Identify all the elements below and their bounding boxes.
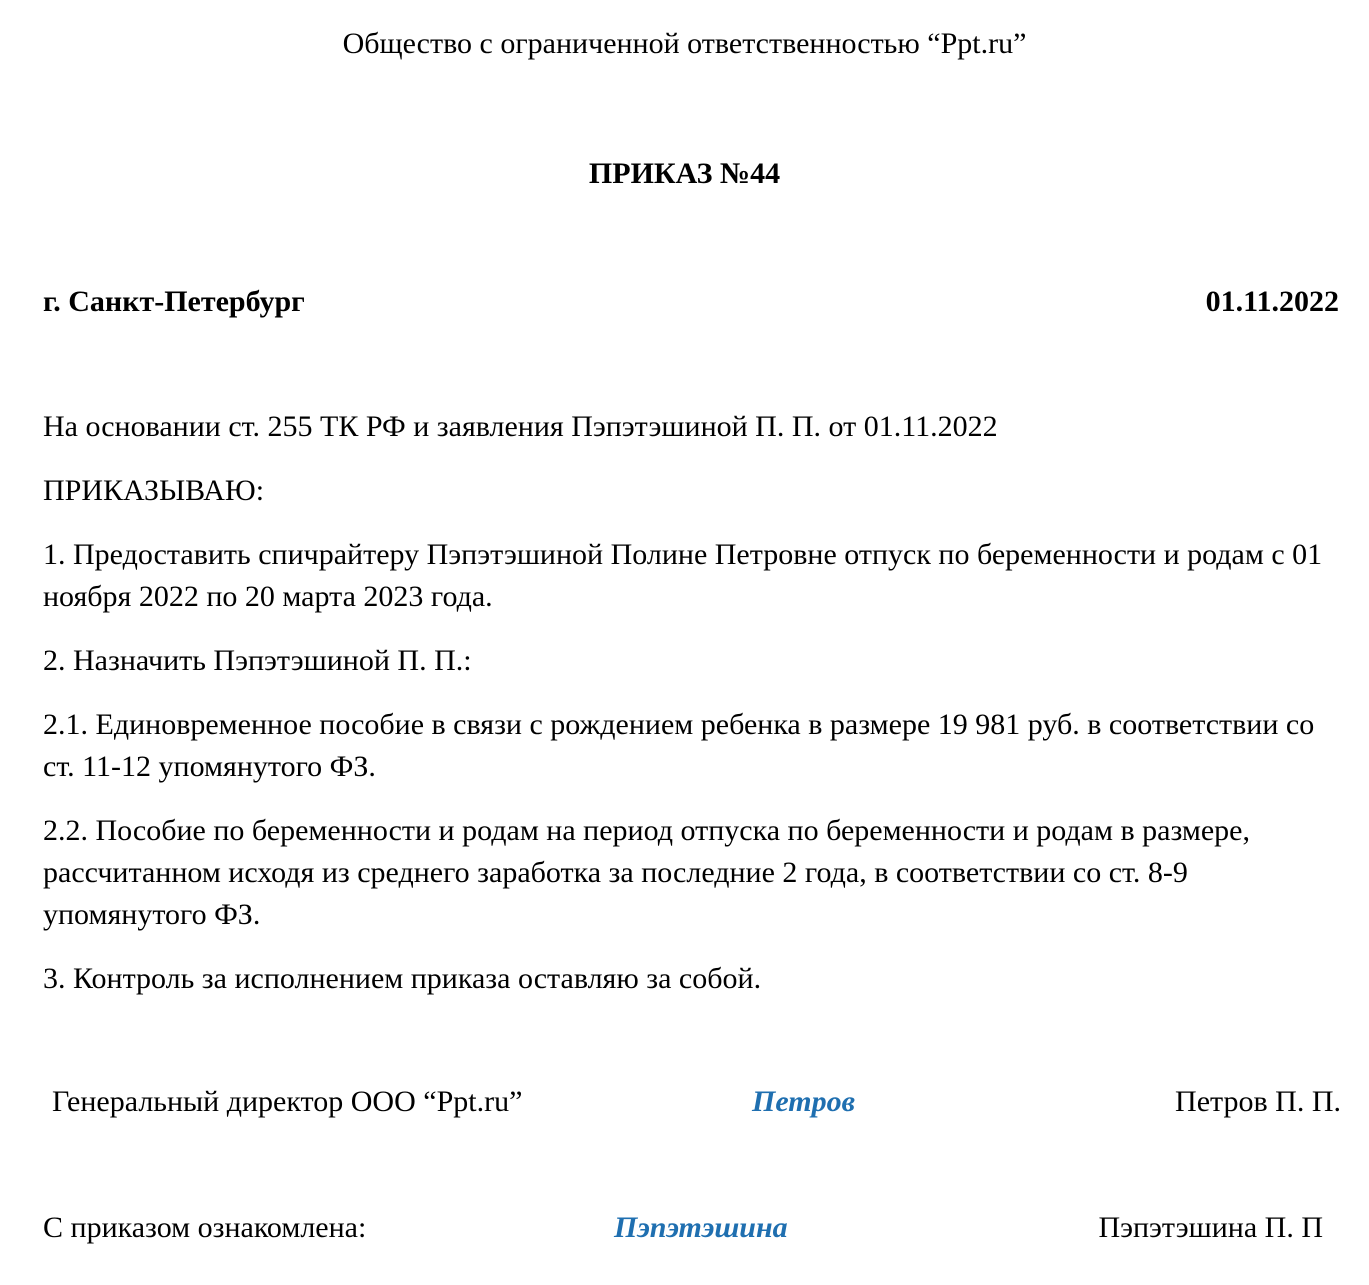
order-word: ПРИКАЗЫВАЮ: — [43, 474, 265, 507]
order-item-2-1: 2.1. Единовременное пособие в связи с рождением ребенка в размере 19 981 руб. в соответствии со ст. 11-12 упомянутого ФЗ. — [43, 708, 1315, 783]
order-item-2: 2. Назначить Пэпэтэшиной П. П.: — [43, 644, 472, 677]
order-item-1: 1. Предоставить спичрайтеру Пэпэтэшиной Полине Петровне отпуск по беременности и родам с 01 ноября 2022 по 20 марта 2023 года. — [43, 538, 1323, 613]
employee-signature: Пэпэтэшина — [614, 1211, 788, 1244]
director-name: Петров П. П. — [1175, 1085, 1341, 1118]
city: г. Санкт-Петербург — [43, 285, 305, 318]
director-signature: Петров — [752, 1085, 855, 1118]
order-body — [43, 406, 1333, 1022]
acknowledgement-label: С приказом ознакомлена: — [43, 1211, 367, 1244]
organization-name: Общество с ограниченной ответственностью “Ppt.ru” — [342, 27, 1027, 60]
order-title: ПРИКАЗ №44 — [588, 157, 781, 190]
employee-name: Пэпэтэшина П. П — [1098, 1211, 1323, 1244]
director-signature-row — [0, 1080, 1369, 1124]
acknowledgement-row — [0, 1206, 1369, 1250]
order-date: 01.11.2022 — [1205, 285, 1339, 318]
order-basis: На основании ст. 255 ТК РФ и заявления Пэпэтэшиной П. П. от 01.11.2022 — [43, 410, 998, 443]
director-role: Генеральный директор ООО “Ppt.ru” — [52, 1085, 523, 1118]
order-item-3: 3. Контроль за исполнением приказа оставляю за собой. — [43, 962, 762, 995]
order-item-2-2: 2.2. Пособие по беременности и родам на период отпуска по беременности и родам в размере, рассчитанном исходя из среднего заработка за последние 2 года, в соответствии со ст. 8-9 упомянутого ФЗ. — [43, 814, 1250, 931]
